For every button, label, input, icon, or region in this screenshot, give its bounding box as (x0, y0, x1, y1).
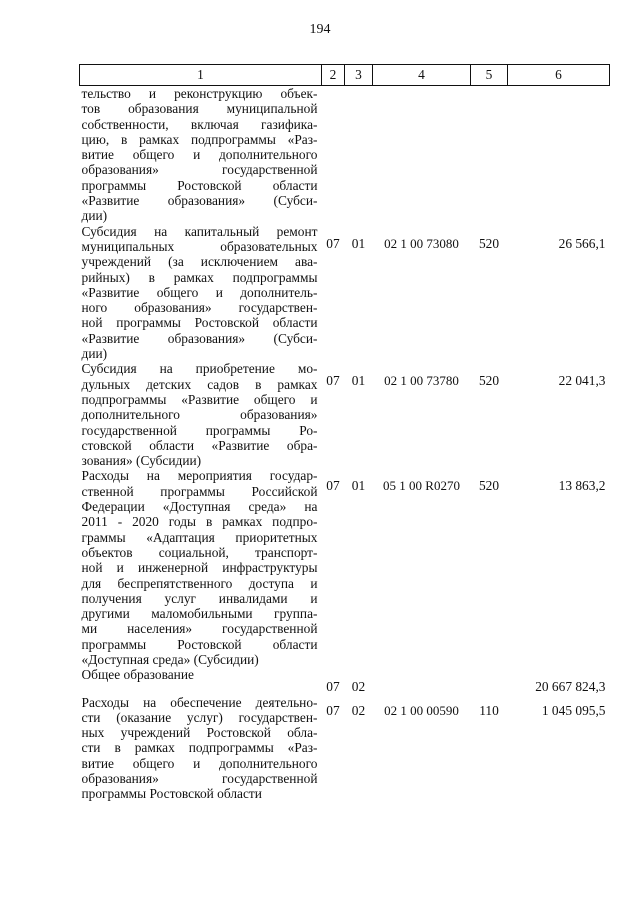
row-name-line: программы Ростовской области (81, 786, 262, 802)
row-name-line: ного образования» государствен- (81, 300, 318, 316)
row-name-line: государственной программы Ро- (81, 422, 318, 438)
row-section-cell: 07 (326, 478, 340, 494)
row-name-line: муниципальных образовательных (81, 238, 318, 254)
row-name-line: другими маломобильными группа- (81, 606, 318, 622)
row-expense-type-cell: 110 (479, 702, 499, 718)
row-section-cell (322, 86, 345, 224)
row-amount-cell: 20 667 824,3 (535, 679, 606, 695)
row-target-article-cell: 02 1 00 73780 (384, 373, 459, 389)
row-name-cell (80, 695, 322, 802)
header-col-2: 2 (322, 65, 345, 86)
row-name-line: «Развитие образования» (Субси- (81, 193, 318, 209)
row-name-line: Федерации «Доступная среда» на (81, 499, 318, 515)
row-name-line: граммы «Адаптация приоритетных (81, 529, 318, 545)
row-target-article-cell (373, 86, 471, 224)
row-name-line: образования» государственной (81, 771, 318, 787)
row-name-line: тов образования муниципальной (81, 101, 318, 117)
row-name-line: образования» государственной (81, 162, 318, 178)
header-col-3: 3 (345, 65, 373, 86)
row-name-line: рийных) в рамках подпрограммы (81, 269, 318, 285)
row-subsection-cell: 01 (351, 235, 366, 251)
row-name-cell (80, 468, 322, 667)
row-name-line: витие общего и дополнительного (81, 147, 318, 163)
table-row (80, 468, 610, 667)
row-target-article-cell: 02 1 00 73080 (384, 235, 459, 251)
table-row (80, 224, 610, 362)
row-amount-cell: 26 566,1 (558, 235, 606, 251)
row-amount-cell: 13 863,2 (558, 478, 606, 494)
row-name-line: стовской области «Развитие обра- (81, 437, 318, 453)
row-amount-cell: 1 045 095,5 (541, 702, 606, 718)
row-section-cell: 07 (326, 679, 340, 695)
row-subsection-cell: 02 (351, 702, 366, 718)
row-name-line: дии) (81, 346, 108, 362)
row-name-line: Расходы на обеспечение деятельно- (81, 694, 318, 710)
row-expense-type-cell (471, 667, 508, 694)
header-col-1: 1 (80, 65, 322, 86)
row-name-line: ми населения» государственной (81, 621, 318, 637)
row-expense-type-cell: 520 (478, 478, 500, 494)
row-name-line: дополнительного образования» (81, 407, 318, 423)
row-target-article-cell (373, 667, 471, 694)
table-row (80, 86, 610, 224)
table-body (80, 86, 610, 802)
row-subsection-cell: 02 (351, 679, 366, 695)
row-name-line: ных учреждений Ростовской обла- (81, 725, 318, 741)
row-name-line: программы Ростовской области (81, 177, 318, 193)
table-row (80, 667, 610, 694)
row-name-line: программы Ростовской области (81, 636, 318, 652)
row-name-line: тельство и реконструкцию объек- (81, 86, 318, 101)
header-col-5: 5 (471, 65, 508, 86)
row-name-line: Субсидия на капитальный ремонт (81, 223, 318, 239)
row-target-article-cell: 05 1 00 R0270 (383, 478, 460, 494)
row-name-line: зования» (Субсидии) (81, 453, 202, 469)
row-subsection-cell: 01 (351, 373, 366, 389)
budget-table (79, 64, 610, 802)
row-name-line: ной программы Ростовской области (81, 315, 318, 331)
row-section-cell: 07 (326, 702, 340, 718)
row-section-cell: 07 (326, 373, 340, 389)
row-subsection-cell (345, 86, 373, 224)
row-expense-type-cell: 520 (478, 373, 500, 389)
row-name-line: собственности, включая газифика- (81, 116, 318, 132)
row-name-cell (80, 86, 322, 224)
row-name-line: Общее образование (81, 667, 194, 683)
row-name-line: дии) (81, 208, 108, 224)
row-name-cell (80, 361, 322, 468)
row-subsection-cell: 01 (351, 478, 366, 494)
row-name-line: «Развитие общего и дополнитель- (81, 284, 318, 300)
row-name-line: ной и инженерной инфраструктуры (81, 560, 318, 576)
table-row (80, 361, 610, 468)
header-col-4: 4 (373, 65, 471, 86)
row-name-line: объектов социальной, транспорт- (81, 544, 318, 560)
row-target-article-cell: 02 1 00 00590 (384, 702, 459, 718)
row-section-cell: 07 (326, 235, 340, 251)
row-expense-type-cell (471, 86, 508, 224)
row-name-line: «Доступная среда» (Субсидии) (81, 651, 259, 667)
row-name-line: 2011 - 2020 годы в рамках подпро- (81, 514, 318, 530)
row-amount-cell (508, 86, 610, 224)
table-header-row (80, 65, 610, 86)
row-name-line: Субсидия на приобретение мо- (81, 361, 318, 377)
row-name-line: получения услуг инвалидами и (81, 590, 318, 606)
row-name-line: ственной программы Российской (81, 483, 318, 499)
row-name-line: для беспрепятственного доступа и (81, 575, 318, 591)
row-name-cell (80, 667, 322, 694)
row-name-line: учреждений (за исключением ава- (81, 254, 318, 270)
row-name-line: «Развитие образования» (Субси- (81, 330, 318, 346)
row-name-line: витие общего и дополнительного (81, 755, 318, 771)
row-name-line: сти в рамках подпрограммы «Раз- (81, 740, 318, 756)
row-name-line: Расходы на мероприятия государ- (81, 468, 318, 484)
row-name-cell (80, 224, 322, 362)
row-name-line: подпрограммы «Развитие общего и (81, 391, 318, 407)
row-name-line: цию, в рамках подпрограммы «Раз- (81, 131, 318, 147)
row-amount-cell: 22 041,3 (558, 373, 606, 389)
row-name-line: сти (оказание услуг) государствен- (81, 709, 318, 725)
row-expense-type-cell: 520 (478, 235, 500, 251)
row-name-line: дульных детских садов в рамках (81, 376, 318, 392)
table-row (80, 695, 610, 802)
header-col-6: 6 (508, 65, 610, 86)
page-number: 194 (309, 22, 331, 37)
